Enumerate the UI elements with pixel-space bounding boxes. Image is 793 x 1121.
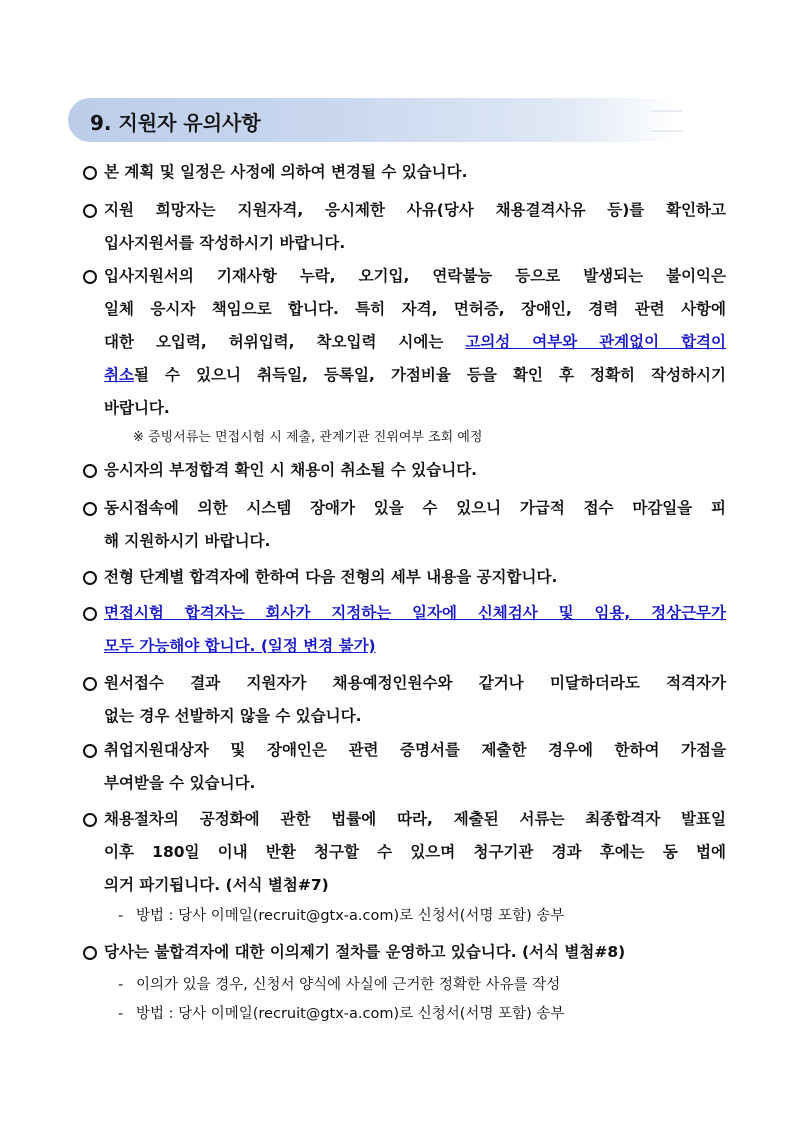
item-text: 해 지원하시기 바랍니다. [104, 532, 271, 550]
dash-bullet: - [118, 1006, 124, 1022]
list-item [104, 809, 726, 908]
item-text: 바랍니다. [104, 399, 170, 417]
list-item [104, 200, 726, 266]
item-text: 원서접수 결과 지원자가 채용예정인원수와 같거나 미달하더라도 적격자가 [104, 674, 726, 692]
circle-bullet-icon [83, 946, 97, 960]
list-item [104, 673, 726, 739]
circle-bullet-icon [83, 571, 97, 585]
list-item [104, 460, 726, 493]
item-text: 지원 희망자는 지원자격, 응시제한 사유(당사 채용결격사유 등)를 확인하고 [104, 201, 726, 219]
emphasis-link-text: 면접시험 합격자는 회사가 지정하는 일자에 신체검사 및 임용, 정상근무가 [104, 604, 726, 622]
item-text: 취업지원대상자 및 장애인은 관련 증명서를 제출한 경우에 한하여 가점을 [104, 741, 726, 759]
item-text: 동시접속에 의한 시스템 장애가 있을 수 있으니 가급적 접수 마감일을 피 [104, 499, 726, 517]
item-text: 대한 오입력, 허위입력, 착오입력 시에는 [104, 333, 466, 351]
item-text-line [104, 365, 726, 398]
circle-bullet-icon [83, 607, 97, 621]
sub-item [118, 973, 560, 994]
section-header [68, 98, 680, 142]
list-item [104, 266, 726, 431]
circle-bullet-icon [83, 166, 97, 180]
list-item [104, 942, 726, 975]
item-text: 일체 응시자 책임으로 합니다. 특히 자격, 면허증, 장애인, 경력 관련 사항에 [104, 300, 726, 318]
item-text: 의거 파기됩니다. (서식 별첨#7) [104, 876, 329, 894]
item-text: 없는 경우 선발하지 않을 수 있습니다. [104, 707, 362, 725]
item-text: 입사지원서의 기재사항 누락, 오기입, 연락불능 등으로 발생되는 불이익은 [104, 267, 726, 285]
list-item [104, 567, 726, 600]
circle-bullet-icon [83, 502, 97, 516]
list-item [104, 603, 726, 669]
item-text: 채용절차의 공정화에 관한 법률에 따라, 제출된 서류는 최종합격자 발표일 [104, 810, 726, 828]
item-text: 응시자의 부정합격 확인 시 채용이 취소될 수 있습니다. [104, 461, 478, 479]
sub-item [118, 904, 564, 925]
sub-item [118, 1002, 564, 1023]
sub-item-text: 방법 : 당사 이메일(recruit@gtx-a.com)로 신청서(서명 포함) 송부 [136, 908, 565, 924]
item-text: 본 계획 및 일정은 사정에 의하여 변경될 수 있습니다. [104, 163, 468, 181]
item-text: 당사는 불합격자에 대한 이의제기 절차를 운영하고 있습니다. (서식 별첨#8) [104, 943, 626, 961]
section-title: 9. 지원자 유의사항 [90, 111, 261, 135]
circle-bullet-icon [83, 464, 97, 478]
header-decoration [650, 110, 682, 132]
dash-bullet: - [118, 977, 124, 993]
item-text-line [104, 332, 726, 365]
circle-bullet-icon [83, 744, 97, 758]
emphasis-link-text: 모두 가능해야 합니다. (일정 변경 불가) [104, 637, 376, 655]
item-text: 될 수 있으니 취득일, 등록일, 가점비율 등을 확인 후 정확히 작성하시기 [133, 366, 726, 384]
circle-bullet-icon [83, 677, 97, 691]
emphasis-link-text: 고의성 여부와 관계없이 합격이 [465, 333, 727, 351]
sub-item-text: 이의가 있을 경우, 신청서 양식에 사실에 근거한 정확한 사유를 작성 [136, 977, 561, 993]
dash-bullet: - [118, 908, 124, 924]
emphasis-link-text: 취소 [104, 366, 134, 384]
item-text: 입사지원서를 작성하시기 바랍니다. [104, 234, 346, 252]
item-text: 이후 180일 이내 반환 청구할 수 있으며 청구기관 경과 후에는 동 법에 [104, 843, 726, 861]
item-text: 부여받을 수 있습니다. [104, 774, 256, 792]
circle-bullet-icon [83, 813, 97, 827]
circle-bullet-icon [83, 204, 97, 218]
list-item [104, 162, 726, 195]
circle-bullet-icon [83, 270, 97, 284]
list-item [104, 498, 726, 564]
item-text: 전형 단계별 합격자에 한하여 다음 전형의 세부 내용을 공지합니다. [104, 568, 558, 586]
sub-item-text: 방법 : 당사 이메일(recruit@gtx-a.com)로 신청서(서명 포함) 송부 [136, 1006, 565, 1022]
item-note: ※ 증빙서류는 면접시험 시 제출, 관계기관 진위여부 조회 예정 [133, 430, 483, 445]
list-item [104, 740, 726, 806]
